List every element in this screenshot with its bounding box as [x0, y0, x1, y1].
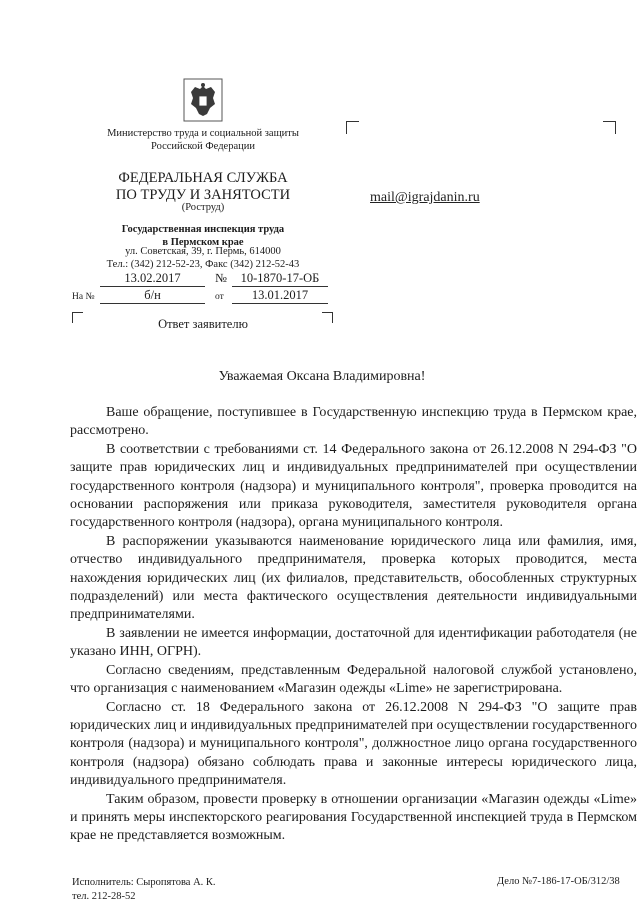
in-reply-date: 13.01.2017: [232, 288, 328, 304]
recipient-bracket-right: [603, 121, 616, 134]
paragraph: В соответствии с требованиями ст. 14 Федерального закона от 26.12.2008 N 294-ФЗ "О защите прав юридических лиц и индивидуальных предпринимателей при осуществлении государственного контроля (надзора) и муниципального контроля", проверка проводится на основании распоряжения или приказа руководителя, заместителя руководителя органа государственного контроля (надзора), органа муниципального контроля.: [70, 441, 637, 531]
agency-line-2: ПО ТРУДУ И ЗАНЯТОСТИ: [115, 187, 291, 203]
in-reply-label: На №: [72, 292, 95, 302]
inspection-line-2: в Пермском крае: [162, 237, 244, 248]
ministry-line-2: Российской Федерации: [151, 141, 255, 152]
letter-date: 13.02.2017: [100, 271, 205, 287]
letter-body: [70, 404, 637, 846]
ministry-name: [78, 127, 328, 153]
executor-name: Исполнитель: Сыропятова А. К.: [72, 877, 216, 888]
subject-line: Ответ заявителю: [158, 317, 248, 331]
number-sign: №: [215, 271, 227, 285]
paragraph: В распоряжении указываются наименование юридического лица или фамилия, имя, отчество индивидуального предпринимателя, проверка которых проводится, места нахождения юридических лиц (их филиалов, представительств, обособленных структурных подразделений) или места фактического осуществления деятельности индивидуальными предпринимателями.: [70, 533, 637, 623]
agency-name: [78, 170, 328, 204]
recipient-bracket-left: [346, 121, 359, 134]
letter-number: 10-1870-17-ОБ: [232, 271, 328, 287]
recipient-email-link[interactable]: mail@igrajdanin.ru: [370, 190, 480, 205]
case-reference: Дело №7-186-17-ОБ/312/38: [497, 876, 620, 887]
from-label: от: [215, 292, 224, 302]
paragraph: Ваше обращение, поступившее в Государственную инспекцию труда в Пермском крае, рассмотрено.: [70, 405, 637, 439]
inspection-line-1: Государственная инспекция труда: [121, 224, 285, 235]
paragraph: Таким образом, провести проверку в отношении организации «Магазин одежды «Lime» и принять меры инспекторского реагирования Государственной инспекцией труда в Пермском крае не представляется возможным.: [70, 791, 637, 844]
paragraph: Согласно сведениям, представленным Федеральной налоговой службой установлено, что организация с наименованием «Магазин одежды «Lime» не зарегистрирована.: [70, 662, 637, 697]
coat-of-arms-icon: [183, 78, 223, 122]
executor-phone: тел. 212-28-52: [72, 891, 136, 902]
paragraph: Согласно ст. 18 Федерального закона от 26.12.2008 N 294-ФЗ "О защите прав юридических лиц и индивидуальных предпринимателей при осуществлении государственного контроля (надзора) и муниципального контроля", должностное лицо органа государственного контроля (надзора) обязано соблюдать права и законные интересы юридического лица, индивидуального предпринимателя.: [70, 699, 637, 789]
in-reply-number: б/н: [100, 288, 205, 304]
agency-line-1: ФЕДЕРАЛЬНАЯ СЛУЖБА: [118, 170, 288, 186]
paragraph: В заявлении не имеется информации, достаточной для идентификации работодателя (не указано ИНН, ОГРН).: [70, 625, 637, 660]
agency-short-name: (Роструд): [181, 202, 225, 213]
executor-info: [72, 876, 216, 904]
agency-address: [78, 246, 328, 271]
greeting: Уважаемая Оксана Владимировна!: [218, 369, 426, 384]
address-line-2: Тел.: (342) 212-52-23, Факс (342) 212-52-43: [106, 258, 300, 270]
address-line-1: ул. Советская, 39, г. Пермь, 614000: [125, 246, 281, 257]
ministry-line-1: Министерство труда и социальной защиты: [107, 128, 299, 139]
